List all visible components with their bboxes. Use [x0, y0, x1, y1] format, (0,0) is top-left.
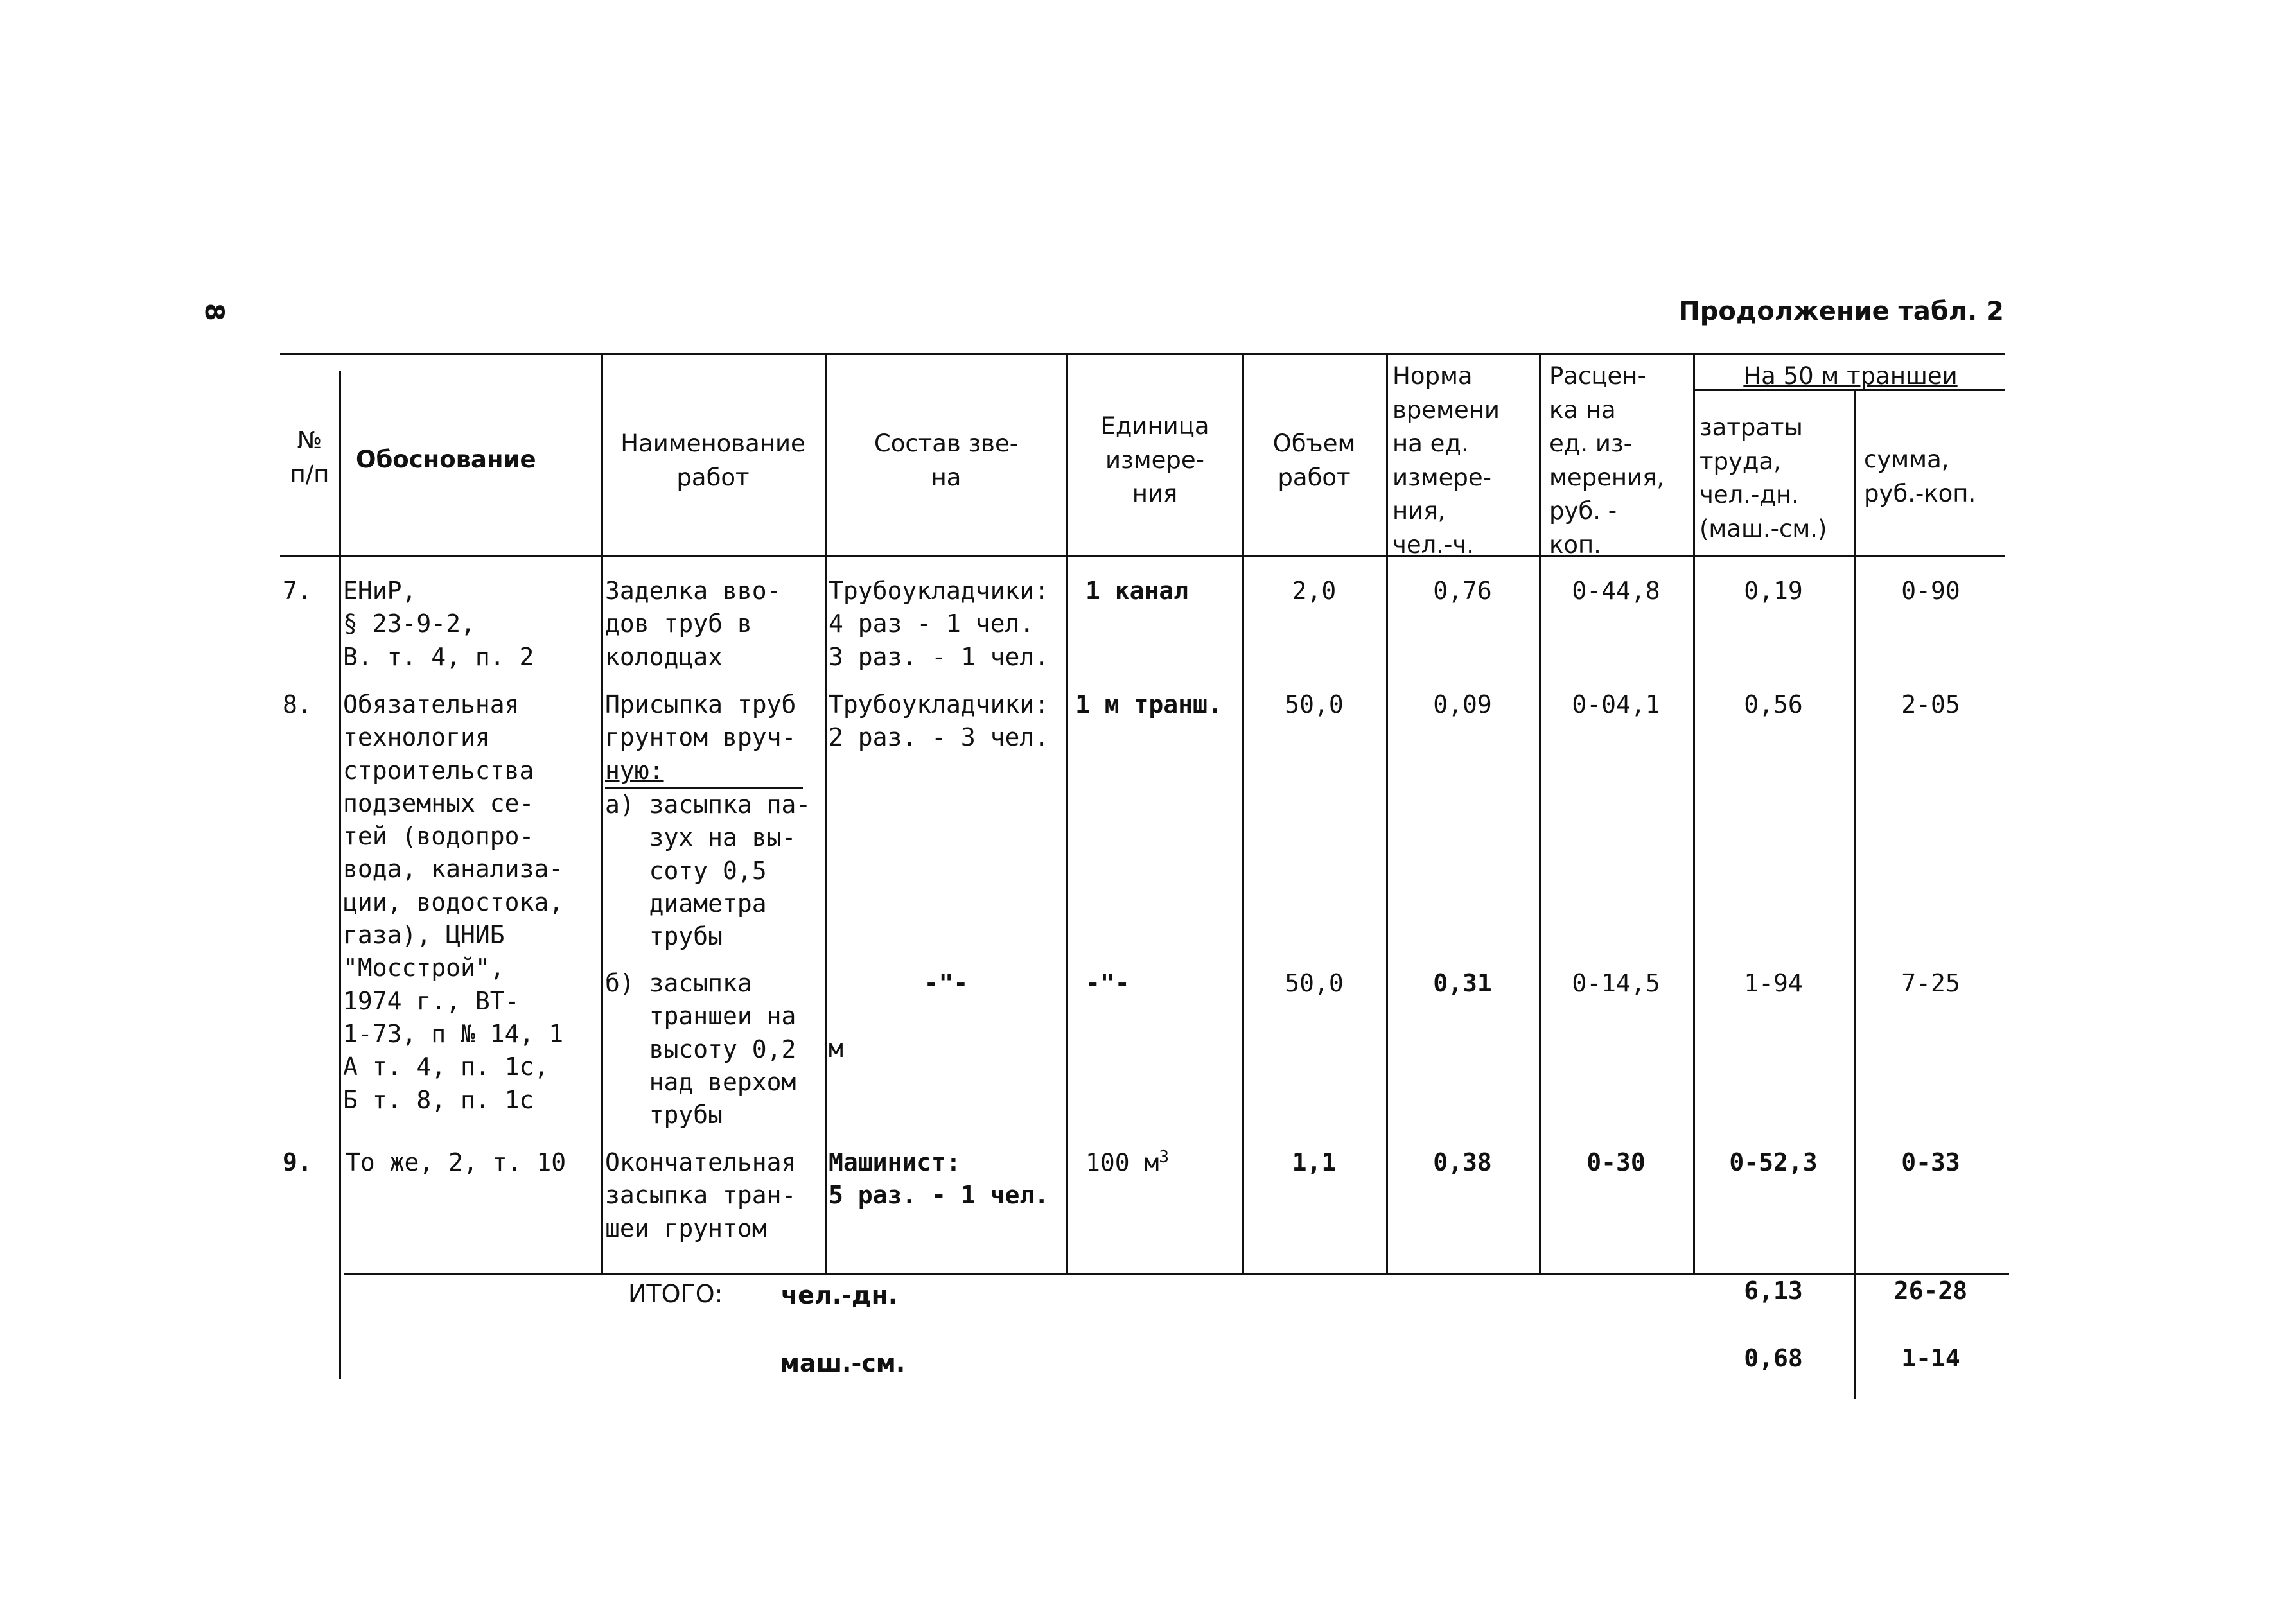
col-header-volume: Объем работ: [1272, 430, 1356, 491]
totals-sum-machine-shifts: 1-14: [1901, 1344, 1960, 1372]
row-unit-text: 100 м: [1085, 1148, 1159, 1177]
page-number: 8: [199, 303, 229, 321]
row-crew: Трубоукладчики: 4 раз - 1 чел. 3 раз. - 1 чел.: [829, 577, 1050, 671]
row-labor: 0,19: [1744, 577, 1803, 605]
totals-labor-machine-shifts: 0,68: [1744, 1344, 1803, 1372]
row-unit: 1 м транш.: [1075, 690, 1222, 719]
row-volume: 1,1: [1292, 1148, 1337, 1176]
totals-labor-man-days: 6,13: [1744, 1277, 1803, 1305]
row-unit: [1085, 1146, 1169, 1180]
col-header-norm: Норма времени на ед. измере- ния, чел.-ч.: [1392, 362, 1500, 559]
row-work-name: Присыпка труб грунтом вруч-: [605, 690, 796, 752]
row-labor: 0,56: [1744, 690, 1803, 719]
row-unit: 1 канал: [1085, 577, 1189, 605]
col-header-labor: затраты труда, чел.-дн. (маш.-см.): [1700, 414, 1827, 543]
row-rate: 0-44,8: [1572, 577, 1660, 605]
row-num: 8.: [283, 690, 312, 719]
subitem-a: а) засыпка па- зух на вы- соту 0,5 диаметра трубы: [605, 790, 811, 951]
totals-label: ИТОГО:: [628, 1280, 723, 1308]
subitem-b-volume: 50,0: [1285, 969, 1344, 997]
table-caption: Продолжение табл. 2: [1678, 297, 2004, 326]
row-volume: 50,0: [1285, 690, 1344, 719]
subitem-b-labor: 1-94: [1744, 969, 1803, 997]
row-crew: Машинист: 5 раз. - 1 чел.: [829, 1148, 1050, 1210]
col-header-num: № п/п: [290, 426, 329, 488]
totals-unit-man-days: чел.-дн.: [781, 1281, 898, 1309]
col-header-group: На 50 м траншеи: [1743, 362, 1958, 390]
row-unit-superscript: 3: [1159, 1148, 1170, 1167]
row-rate: 0-30: [1586, 1148, 1646, 1176]
row-sum: 2-05: [1901, 690, 1960, 719]
subitem-b-unit: -"-: [1085, 969, 1130, 997]
totals-sum-man-days: 26-28: [1893, 1277, 1968, 1305]
row-volume: 2,0: [1292, 577, 1337, 605]
row-basis: ЕНиР, § 23-9-2, В. т. 4, п. 2: [343, 577, 534, 671]
subitem-b: б) засыпка траншеи на высоту 0,2 над верхом трубы: [605, 969, 796, 1130]
row-work-name: Заделка вво- дов труб в колодцах: [605, 577, 782, 671]
col-header-crew: Состав зве- на: [874, 430, 1019, 491]
row-work-name-underlined: ную:: [605, 756, 664, 785]
col-header-rate: Расцен- ка на ед. из- мерения, руб. - коп.: [1549, 362, 1665, 559]
row-sum: 0-90: [1901, 577, 1960, 605]
subitem-b-rate: 0-14,5: [1572, 969, 1660, 997]
col-header-basis: Обоснование: [356, 446, 536, 473]
row-sum: 0-33: [1901, 1148, 1960, 1176]
totals-unit-machine-shifts: маш.-см.: [780, 1349, 906, 1377]
row-norm: 0,76: [1433, 577, 1492, 605]
subitem-b-sum: 7-25: [1901, 969, 1960, 997]
col-header-sum: сумма, руб.-коп.: [1864, 446, 1976, 507]
subitem-b-crew: -"-: [924, 969, 969, 997]
row-num: 7.: [283, 577, 312, 605]
row-crew: Трубоукладчики: 2 раз. - 3 чел.: [829, 690, 1050, 752]
row-work-name: Окончательная засыпка тран- шеи грунтом: [605, 1148, 796, 1243]
subitem-b-unit-m: м: [829, 1035, 843, 1063]
row-basis: То же, 2, т. 10: [346, 1148, 567, 1176]
row-norm: 0,38: [1433, 1148, 1492, 1176]
col-header-unit: Единица измере- ния: [1100, 412, 1209, 508]
row-norm: 0,09: [1433, 690, 1492, 719]
col-header-work-name: Наименование работ: [620, 430, 805, 491]
row-num: 9.: [283, 1148, 312, 1176]
row-rate: 0-04,1: [1572, 690, 1660, 719]
row-basis: Обязательная технология строительства подземных се- тей (водопро- вода, канализа- ции, водостока, газа), ЦНИБ "Мосстрой", 1974 г., ВТ- 1-73, п № 14, 1 А т. 4, п. 1с, Б т. 8, п. 1с: [343, 690, 564, 1114]
row-labor: 0-52,3: [1729, 1148, 1818, 1176]
subitem-b-norm: 0,31: [1433, 969, 1492, 997]
